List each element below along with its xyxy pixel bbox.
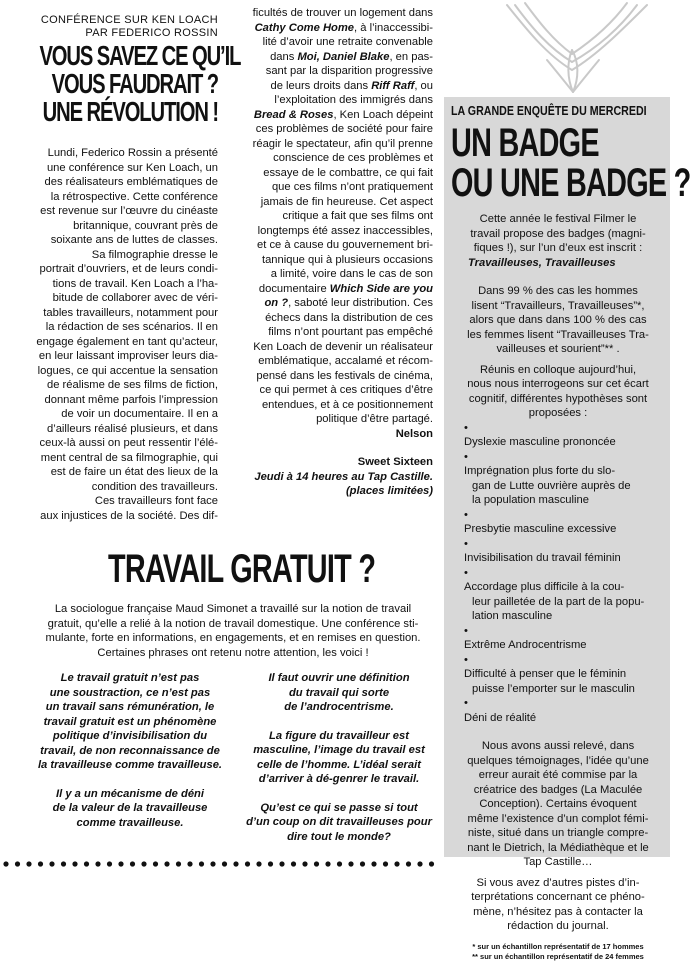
- hypothesis-line: • Imprégnation plus forte du slo-: [464, 465, 616, 477]
- text-span: , Ken Loach dépeint: [333, 108, 433, 121]
- divider-dot: [325, 861, 330, 866]
- text-line: un travail sans rémunération, le: [45, 701, 215, 713]
- text-line: tannique qui à plusieurs occasions: [261, 253, 433, 266]
- hypothesis-line: gan de Lutte ouvrière auprès de: [472, 479, 631, 492]
- hypothesis-item: [452, 653, 664, 697]
- text-span: documentaire: [258, 282, 330, 295]
- text-line: de l’androcentrisme.: [284, 701, 394, 713]
- text-line: gratuit, qu’elle a relié à la notion de travail domestique. Une conférence sti-: [47, 617, 419, 630]
- text-line: niste, situé dans un triangle compre-: [467, 827, 649, 839]
- text-line: que ces films n’ont pratiquement: [271, 181, 433, 193]
- text-span: , saboté leur distribution. Ces: [288, 297, 433, 309]
- film-title: Bread & Roses: [253, 108, 334, 121]
- text-line: des réalisateurs emblématiques de: [44, 176, 218, 188]
- divider-dot: [394, 861, 399, 866]
- divider-dot: [49, 861, 54, 866]
- text-line: mulante, forte en informations, en engagements, et en remises en question.: [45, 632, 421, 644]
- text-line: La sociologue française Maud Simonet a travaillé sur la notion de travail: [54, 603, 412, 615]
- divider-dot: [314, 861, 319, 866]
- text-line: longtemps été assez inaccessibles,: [257, 224, 433, 237]
- text-line: rédaction du journal.: [507, 920, 609, 932]
- text-span: , ou: [414, 79, 433, 92]
- text-line: La figure du travailleur est: [269, 729, 409, 742]
- hypothesis-item: [452, 421, 664, 450]
- text-line: Le travail gratuit n’est pas: [60, 672, 200, 684]
- footnote: ** sur un échantillon représentatif de 24 femmes: [472, 951, 644, 961]
- article1-headline: [39, 40, 241, 127]
- text-line: du travail qui sorte: [288, 686, 390, 699]
- text-line: lisent “Travailleurs, Travailleuses”*,: [471, 299, 645, 312]
- divider-dot: [245, 861, 250, 866]
- text-line: politique d’invisibilisation du: [52, 730, 208, 742]
- text-line: ceux-là aussi on peut ressentir l’élé-: [39, 437, 218, 449]
- text-line: dire tout le monde?: [287, 830, 391, 843]
- sidebar-headline: [451, 123, 691, 203]
- text-line: a limité, voire dans le cas de son: [270, 268, 433, 280]
- hypothesis-item: [452, 450, 664, 508]
- text-line: de voir un documentaire. Il en a: [61, 408, 218, 420]
- text-line: alors que dans dans 100 % des cas: [469, 314, 647, 326]
- sidebar-paragraph: [452, 363, 664, 421]
- hypothesis-line: lation masculine: [472, 610, 553, 622]
- text-line: jamais de fin heureuse. Cet aspect: [260, 195, 433, 208]
- article2-intro: [32, 602, 434, 660]
- text-line: de la valeur de la travailleuse: [52, 802, 208, 814]
- divider-dot: [187, 861, 192, 866]
- text-line: films n’ont pourtant pas empêché: [268, 326, 433, 338]
- film-title: Riff Raff: [371, 79, 415, 92]
- hypothesis-item: [452, 696, 664, 725]
- film-title: Moi, Daniel Blake: [297, 50, 390, 63]
- text-line: la travailleuse comme travailleuse.: [37, 759, 223, 771]
- divider-dot: [279, 861, 284, 866]
- sidebar-kicker: LA GRANDE ENQUÊTE DU MERCREDI: [451, 103, 647, 118]
- quotes-right-column: [235, 671, 443, 844]
- text-line: quelques témoignages, l’idée qu’une: [467, 754, 649, 767]
- text-line: [225, 79, 433, 94]
- text-line: condition des travailleurs.: [91, 480, 218, 493]
- text-line: Ces travailleurs font face: [94, 495, 218, 507]
- divider-dot: [348, 861, 353, 866]
- text-line: travail propose des badges (magni-: [470, 227, 646, 240]
- text-line: nant le Dietrich, la Médiathèque et le: [467, 841, 649, 854]
- screening-title: Sweet Sixteen: [357, 456, 433, 468]
- divider-dot: [233, 861, 238, 866]
- divider-dot: [199, 861, 204, 866]
- text-line: emblématique, accalamé et récom-: [258, 355, 433, 367]
- text-line: en leur laissant improviser leurs dia-: [38, 350, 218, 362]
- divider-dot: [15, 861, 20, 866]
- text-line: est revenue sur l’œuvre du cinéaste: [40, 205, 218, 217]
- text-line: bitude de collaborer avec de véri-: [52, 292, 218, 304]
- text-line: ces problèmes de société pour faire: [255, 123, 433, 135]
- divider-dot: [118, 861, 123, 866]
- text-line: britannique, couvrant près de: [73, 219, 218, 232]
- divider-dot: [268, 861, 273, 866]
- divider-dot: [153, 861, 158, 866]
- screening-time: Jeudi à 14 heures au Tap Castille.: [254, 470, 433, 483]
- text-line: réagir le spectateur, afin qu’il prenne: [252, 137, 433, 150]
- text-line: Ken Loach de devenir un réalisateur: [253, 340, 433, 353]
- divider-dot: [141, 861, 146, 866]
- text-line: proposées :: [528, 407, 588, 419]
- text-line: échecs dans la distribution de ces: [265, 311, 433, 324]
- sidebar-paragraph: [452, 284, 664, 357]
- headline-line: UN BADGE: [451, 121, 599, 165]
- text-line: Réunis en colloque aujourd’hui,: [479, 363, 637, 376]
- text-line: Conception). Certains évoquent: [479, 798, 637, 810]
- text-line: comme travailleuse.: [76, 816, 184, 829]
- kicker-line: PAR FEDERICO ROSSIN: [85, 27, 218, 39]
- article1-column1: [18, 146, 218, 523]
- text-line: Il faut ouvrir une définition: [268, 672, 410, 684]
- text-line: les femmes lisent “Travailleuses Tra-: [467, 328, 649, 341]
- dotted-divider: [0, 858, 440, 870]
- divider-dot: [107, 861, 112, 866]
- divider-dot: [406, 861, 411, 866]
- text-line: d’arriver à dé-genrer le travail.: [258, 773, 420, 785]
- divider-dot: [84, 861, 89, 866]
- text-line: Tap Castille…: [523, 856, 593, 868]
- text-line: conscience de ces problèmes et: [273, 152, 433, 164]
- text-line: pensé dans les festivals de cinéma,: [256, 369, 433, 382]
- text-line: même l’existence d’un complot fémi-: [467, 812, 649, 825]
- quote: [235, 801, 443, 845]
- hypothesis-line: • Dyslexie masculine prononcée: [464, 436, 616, 448]
- text-line: [225, 296, 433, 311]
- text-line: masculine, l’image du travail est: [253, 744, 425, 756]
- divider-dot: [383, 861, 388, 866]
- text-line: aux injustices de la société. Des dif-: [40, 509, 218, 522]
- text-line: [225, 50, 433, 65]
- text-line: tions de travail. Ken Loach a l’ha-: [52, 277, 218, 290]
- text-line: logues, ce qui accentue la sensation: [37, 364, 218, 377]
- divider-dot: [291, 861, 296, 866]
- text-line: nous nous interrogeons sur cet écart: [467, 378, 649, 390]
- text-line: Si vous avez d’autres pistes d’in-: [476, 876, 640, 889]
- divider-dot: [176, 861, 181, 866]
- divider-dot: [38, 861, 43, 866]
- headline-line: VOUS FAUDRAIT ?: [51, 68, 219, 99]
- hypotheses-list: [452, 421, 664, 726]
- text-line: engage également en tant qu’acteur,: [36, 335, 218, 348]
- text-line: d’un coup on dit travailleuses pour: [246, 816, 432, 828]
- text-line: Cette année le festival Filmer le: [479, 213, 637, 225]
- hypothesis-item: [452, 537, 664, 566]
- film-title: Which Side are you: [329, 282, 433, 295]
- text-line: d’ailleurs réalisé plusieurs, et dans: [46, 422, 218, 435]
- hypothesis-line: • Difficulté à penser que le féminin: [464, 668, 627, 680]
- text-line: ficultés de trouver un logement dans: [252, 7, 433, 19]
- text-line: est de faire un état des lieux de la: [50, 466, 218, 478]
- text-line: Qu’est ce qui se passe si tout: [260, 801, 418, 814]
- sidebar-body: [452, 212, 664, 962]
- badge-inscription: Travailleuses, Travailleuses: [468, 256, 616, 269]
- sidebar-paragraph: [452, 212, 664, 256]
- divider-dot: [337, 861, 342, 866]
- text-line: terprétations concernant ce phéno-: [471, 891, 645, 903]
- text-line: et ce à cause du gouvernement bri-: [257, 239, 433, 251]
- hypothesis-item: [452, 508, 664, 537]
- hypothesis-line: leur pailletée de la part de la popu-: [472, 595, 645, 608]
- divider-dot: [72, 861, 77, 866]
- text-span: , en pas-: [389, 50, 433, 63]
- divider-dot: [95, 861, 100, 866]
- quote: [26, 787, 234, 831]
- quote: [235, 729, 443, 787]
- divider-dot: [130, 861, 135, 866]
- divider-dot: [26, 861, 31, 866]
- divider-dot: [302, 861, 307, 866]
- text-line: la rédaction de ses scénarios. Il en: [45, 321, 218, 333]
- quotes-left-column: [26, 671, 234, 830]
- text-line: celle de l’homme. L’idéal serait: [257, 758, 421, 771]
- sidebar-paragraph: [452, 739, 664, 870]
- hypothesis-item: [452, 566, 664, 624]
- text-line: Certaines phrases ont retenu notre attention, les voici !: [97, 646, 369, 659]
- text-line: l’exploitation des immigrés dans: [274, 94, 433, 106]
- divider-dot: [222, 861, 227, 866]
- text-line: mène, n’hésitez pas à contacter la: [473, 905, 643, 918]
- article2-headline: TRAVAIL GRATUIT ?: [108, 547, 376, 591]
- headline-line: UNE RÉVOLUTION !: [42, 96, 219, 127]
- divider-dot: [360, 861, 365, 866]
- hypothesis-line: • Déni de réalité: [464, 711, 537, 724]
- text-line: erreur aurait été commise par la: [478, 769, 638, 781]
- hypothesis-line: puisse l’emporter sur le masculin: [472, 682, 635, 695]
- text-span: de leurs droits dans: [270, 79, 372, 92]
- film-title: on ?: [264, 297, 289, 309]
- text-line: Il y a un mécanisme de déni: [56, 787, 204, 800]
- film-title: Cathy Come Home: [254, 21, 355, 34]
- text-line: Sa filmographie dresse le: [91, 248, 218, 261]
- hypothesis-line: la population masculine: [472, 494, 589, 506]
- divider-dot: [371, 861, 376, 866]
- text-line: entendues, et à ce positionnement: [261, 398, 433, 411]
- footnote: * sur un échantillon représentatif de 17 hommes: [472, 941, 644, 951]
- divider-dot: [164, 861, 169, 866]
- text-line: ce qui permet à ces critiques d’être: [259, 384, 433, 396]
- text-line: tables travailleurs, notamment pour: [43, 306, 218, 319]
- headline-line: OU UNE BADGE ?: [451, 161, 691, 205]
- text-line: sant par la disparition progressive: [265, 65, 433, 77]
- text-line: Lundi, Federico Rossin a présenté: [47, 147, 218, 159]
- text-line: Nous avons aussi relevé, dans: [481, 740, 635, 752]
- author-signature: Nelson: [395, 427, 433, 440]
- divider-dot: [256, 861, 261, 866]
- text-line: travail gratuit est un phénomène: [43, 715, 217, 728]
- hypothesis-line: • Extrême Androcentrisme: [464, 639, 587, 651]
- text-line: créatrice des badges (La Maculée: [473, 783, 643, 796]
- text-line: politique d’être partagé.: [316, 413, 433, 425]
- text-line: cognitif, différentes hypothèses sont: [468, 392, 648, 405]
- text-line: [225, 108, 433, 123]
- text-line: ment central de sa filmographie, qui: [40, 451, 218, 464]
- text-line: [225, 21, 433, 36]
- bird-illustration: [487, 0, 662, 95]
- divider-dot: [417, 861, 422, 866]
- text-span: , à l’inaccessibi-: [354, 21, 433, 34]
- headline-line: VOUS SAVEZ CE QU’IL: [39, 40, 241, 71]
- text-line: de réalisme de ses films de fiction,: [47, 379, 218, 391]
- article1-kicker: [28, 14, 218, 40]
- hypothesis-line: • Invisibilisation du travail féminin: [464, 552, 621, 564]
- quote: [26, 671, 234, 773]
- sidebar-paragraph: [452, 876, 664, 934]
- text-line: vailleuses et sourient”** .: [496, 343, 620, 355]
- text-span: dans: [270, 50, 298, 63]
- text-line: une conférence sur Ken Loach, un: [46, 161, 218, 174]
- hypothesis-line: • Accordage plus difficile à la cou-: [464, 581, 625, 593]
- text-line: Dans 99 % des cas les hommes: [478, 285, 638, 297]
- text-line: portrait d’ouvriers, et de leurs condi-: [39, 263, 218, 275]
- kicker-line: CONFÉRENCE SUR KEN LOACH: [40, 14, 218, 26]
- text-line: fiques !), sur l’un d’eux est inscrit :: [473, 242, 643, 254]
- text-line: travail, de non reconnaissance de: [40, 744, 220, 757]
- hypothesis-item: [452, 624, 664, 653]
- text-line: lité d’avoir une retraite convenable: [262, 36, 433, 48]
- divider-dot: [3, 861, 8, 866]
- divider-dot: [61, 861, 66, 866]
- text-line: donnant même parfois l’impression: [44, 393, 218, 406]
- article1-column2: [225, 6, 433, 499]
- text-line: soixante ans de luttes de classes.: [50, 234, 218, 246]
- hypothesis-line: • Presbytie masculine excessive: [464, 523, 617, 535]
- text-line: critique a fait que ses films ont: [282, 210, 433, 222]
- divider-dot: [429, 861, 434, 866]
- text-line: une soustraction, ce n’est pas: [49, 686, 211, 699]
- text-line: essaye de le combattre, ce qui fait: [263, 166, 433, 179]
- text-line: la rétrospective. Cette conférence: [50, 190, 218, 203]
- divider-dot: [210, 861, 215, 866]
- text-line: [225, 282, 433, 297]
- screening-note: (places limitées): [345, 485, 433, 497]
- quote: [235, 671, 443, 715]
